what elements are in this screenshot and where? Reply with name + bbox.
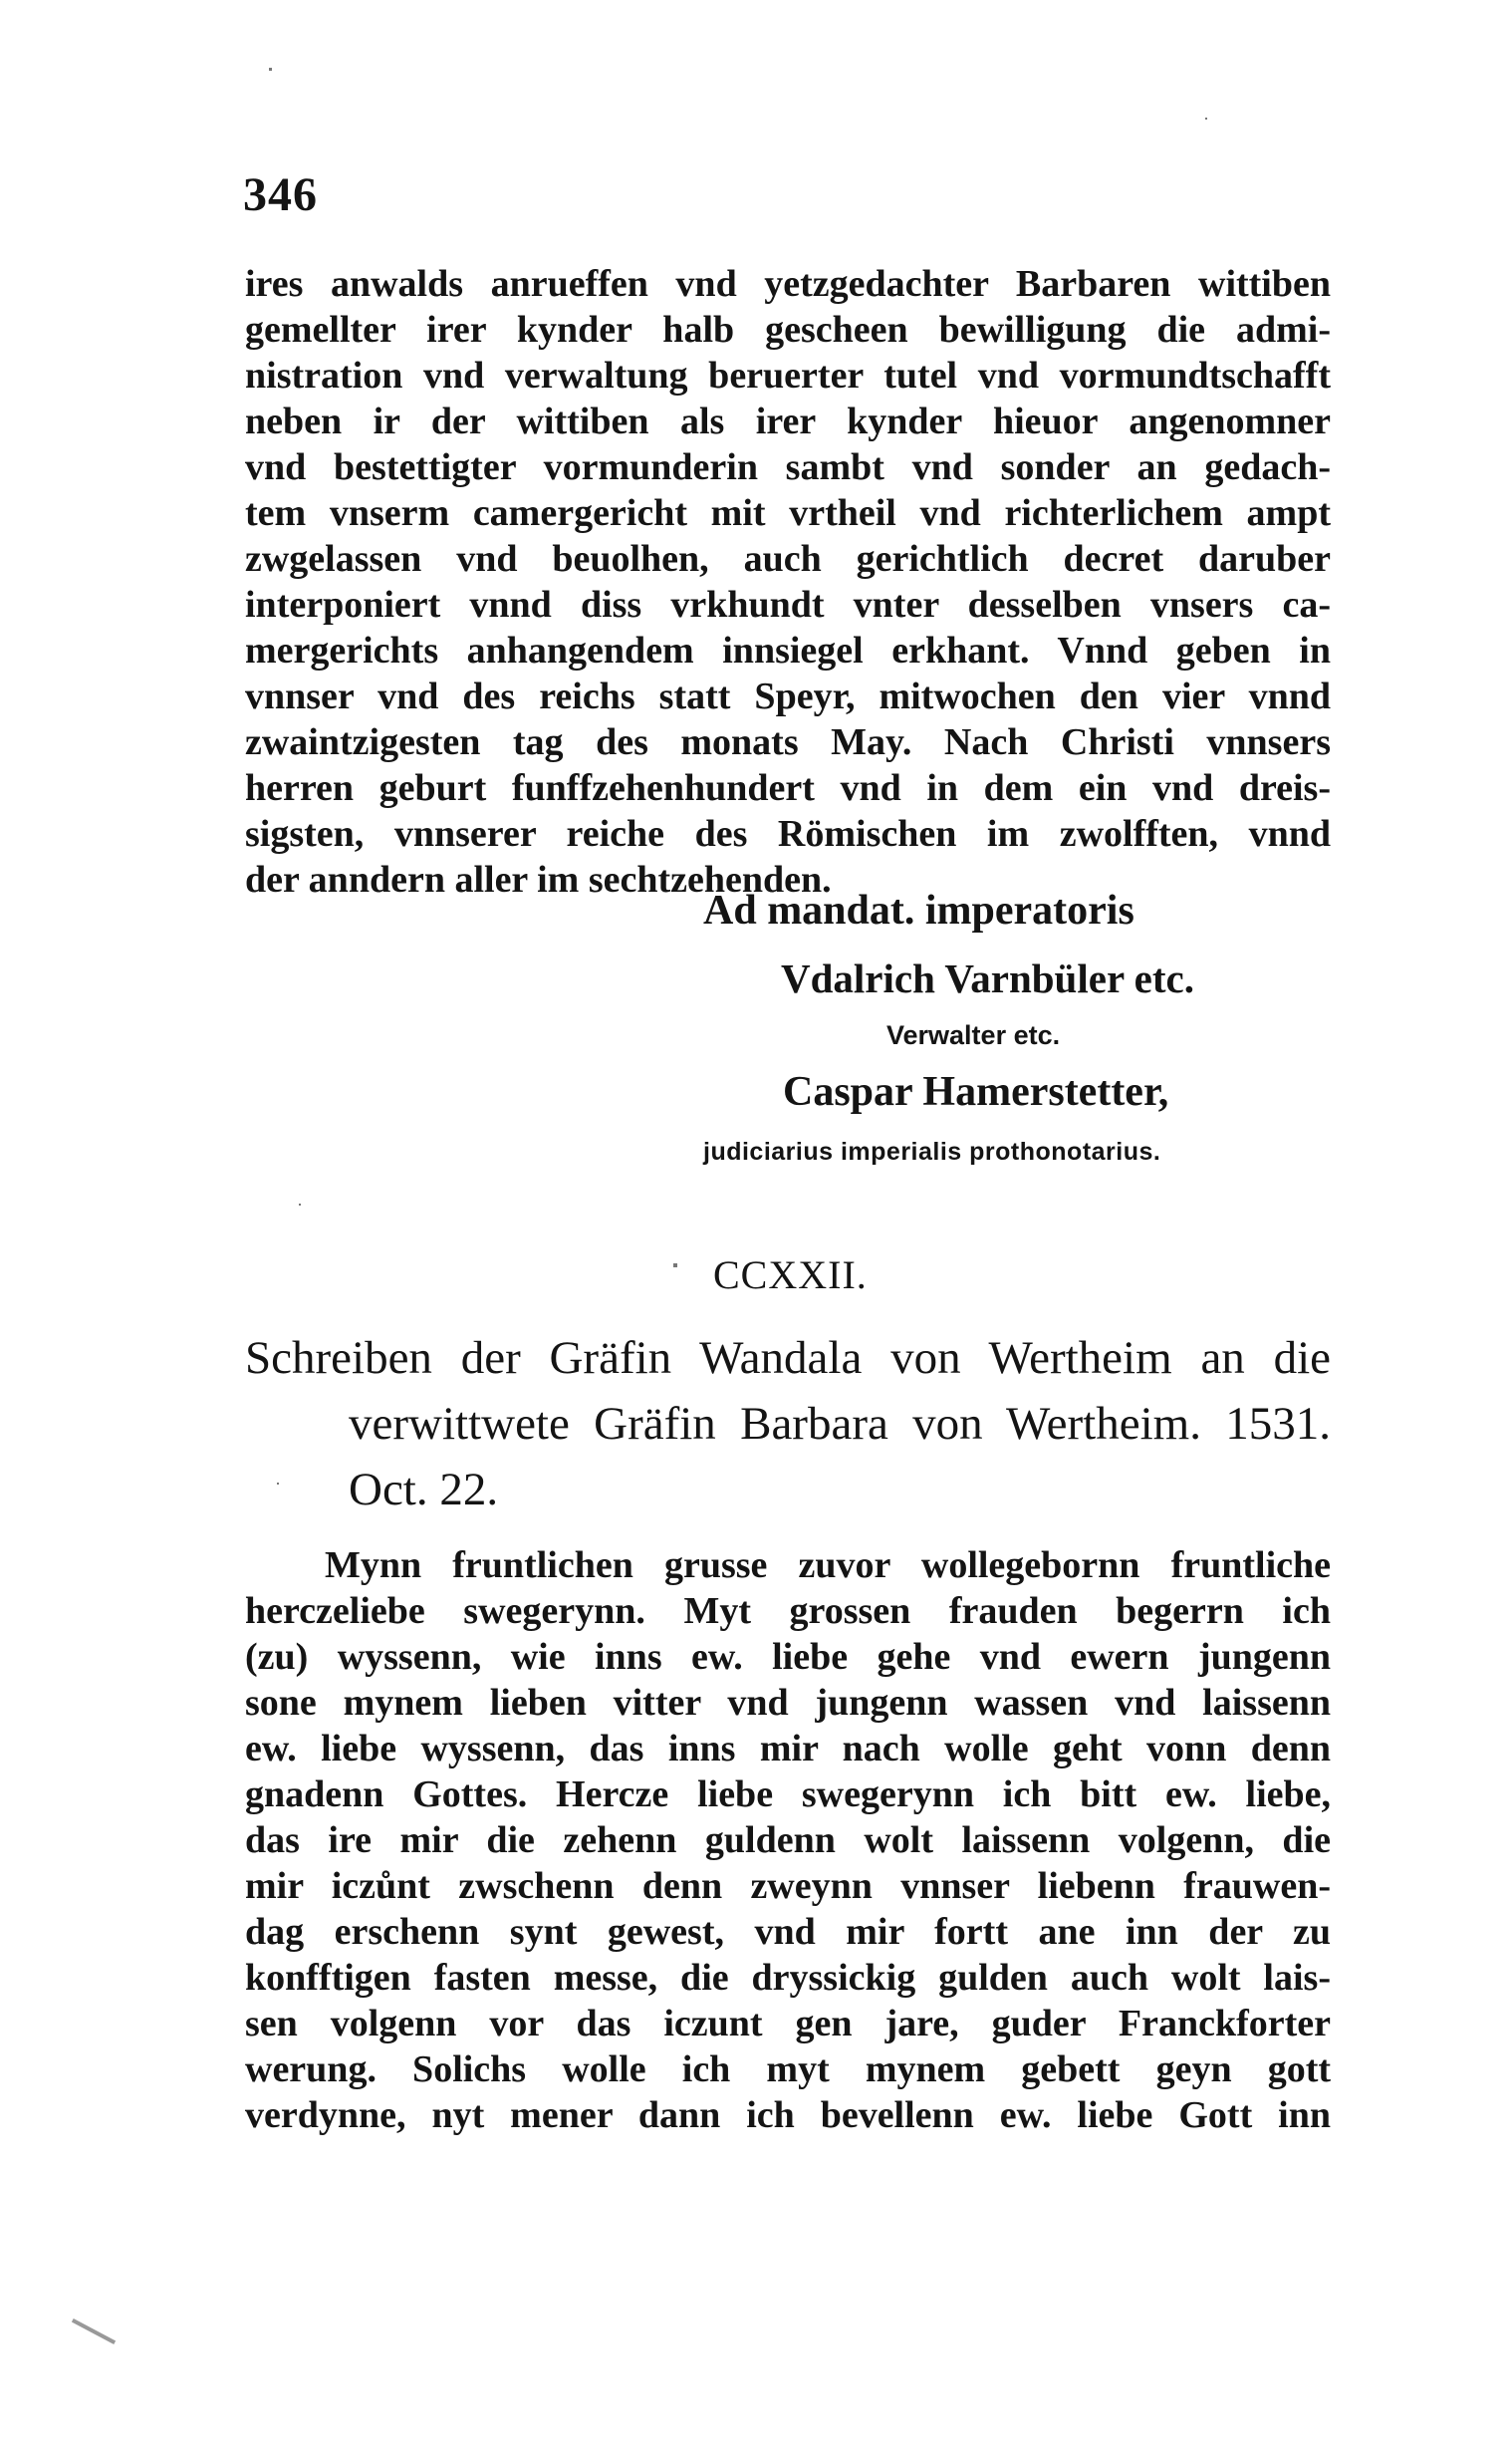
text-line: vnnser vnd des reichs statt Speyr, mitwochen den vier vnnd (245, 676, 1331, 717)
scan-speck (1205, 118, 1207, 120)
text-line: nistration vnd verwaltung beruerter tutel vnd vormundtschafft (245, 355, 1331, 397)
text-line: der anndern aller im sechtzehenden. (245, 859, 832, 901)
scan-speck (299, 1204, 301, 1206)
heading-line: verwittwete Gräfin Barbara von Wertheim. 1531. (349, 1398, 1331, 1450)
document-number: CCXXII. (713, 1252, 868, 1297)
text-line: tem vnserm camergericht mit vrtheil vnd richterlichem ampt (245, 492, 1331, 534)
text-line: das ire mir die zehenn guldenn wolt laissenn volgenn, die (245, 1819, 1331, 1861)
text-line: gnadenn Gottes. Hercze liebe swegerynn ich bitt ew. liebe, (245, 1773, 1331, 1815)
text-line: verdynne, nyt mener dann ich bevellenn ew. liebe Gott inn (245, 2094, 1331, 2136)
text-line: zwgelassen vnd beuolhen, auch gerichtlich decret daruber (245, 538, 1331, 580)
text-line: Mynn fruntlichen grusse zuvor wollegebornn fruntliche (325, 1544, 1331, 1586)
text-line: neben ir der wittiben als irer kynder hieuor angenomner (245, 401, 1331, 442)
text-line: mir iczůnt zwschenn denn zweynn vnnser liebenn frauwen- (245, 1865, 1331, 1907)
scan-speck (673, 1263, 677, 1267)
text-line: zwaintzigesten tag des monats May. Nach Christi vnnsers (245, 721, 1331, 763)
text-line: dag erschenn synt gewest, vnd mir fortt ane inn der zu (245, 1911, 1331, 1953)
text-line: interponiert vnnd diss vrkhundt vnter desselben vnsers ca- (245, 584, 1331, 626)
signature-role-verwalter: Verwalter etc. (886, 1020, 1061, 1050)
scan-speck (72, 2318, 116, 2344)
text-line: sone mynem lieben vitter vnd jungenn wassen vnd laissenn (245, 1682, 1331, 1724)
text-line: mergerichts anhangendem innsiegel erkhant. Vnnd geben in (245, 630, 1331, 672)
heading-line: Schreiben der Gräfin Wandala von Wertheim an die (245, 1332, 1331, 1384)
continuation-paragraph (245, 261, 1331, 903)
page-number: 346 (243, 168, 318, 221)
text-line: ires anwalds anrueffen vnd yetzgedachter Barbaren wittiben (245, 263, 1331, 305)
scan-speck (277, 1483, 279, 1485)
text-line: ew. liebe wyssenn, das inns mir nach wolle geht vonn denn (245, 1728, 1331, 1769)
document-heading (245, 1325, 1331, 1522)
text-line: sen volgenn vor das iczunt gen jare, guder Franckforter (245, 2003, 1331, 2044)
text-line: vnd bestettigter vormunderin sambt vnd sonder an gedach- (245, 446, 1331, 488)
heading-line: Oct. 22. (349, 1464, 499, 1515)
signature-mandate: Ad mandat. imperatoris (703, 888, 1134, 934)
text-line: (zu) wyssenn, wie inns ew. liebe gehe vnd ewern jungenn (245, 1636, 1331, 1678)
text-line: konfftigen fasten messe, die dryssickig gulden auch wolt lais- (245, 1957, 1331, 1999)
text-line: werung. Solichs wolle ich myt mynem gebett geyn gott (245, 2048, 1331, 2090)
text-line: herren geburt funffzehenhundert vnd in dem ein vnd dreis- (245, 767, 1331, 809)
text-line: gemellter irer kynder halb gescheen bewilligung die admi- (245, 309, 1331, 351)
scan-speck (269, 68, 272, 71)
text-line: sigsten, vnnserer reiche des Römischen im zwolfften, vnnd (245, 813, 1331, 855)
signature-role-prothonotarius: judiciarius imperialis prothonotarius. (703, 1138, 1161, 1166)
signature-name-hamerstetter: Caspar Hamerstetter, (783, 1069, 1169, 1115)
signature-name-varnbueler: Vdalrich Varnbüler etc. (781, 955, 1194, 1001)
letter-paragraph (245, 1542, 1331, 2138)
text-line: herczeliebe swegerynn. Myt grossen frauden begerrn ich (245, 1590, 1331, 1632)
